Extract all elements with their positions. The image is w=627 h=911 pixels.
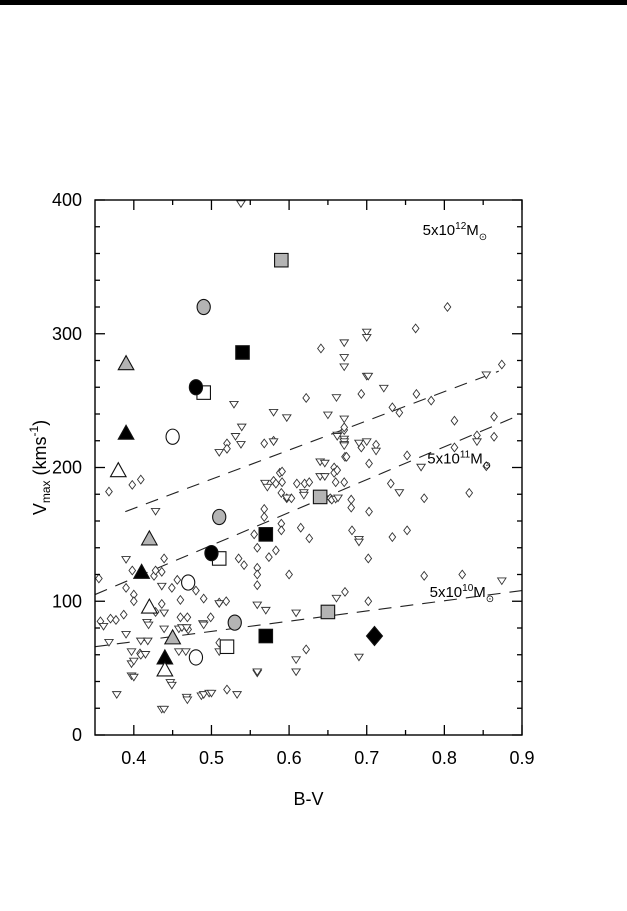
mass-line-5e11: [95, 414, 522, 595]
data-point: [263, 484, 271, 491]
series-black-squares: [236, 346, 273, 643]
data-point: [355, 654, 363, 661]
data-point: [182, 575, 195, 590]
data-point: [340, 355, 348, 362]
data-point: [183, 697, 191, 704]
data-point: [200, 594, 207, 603]
data-point: [387, 479, 394, 488]
data-point: [380, 385, 388, 392]
data-point: [273, 546, 280, 555]
data-point: [142, 531, 158, 545]
data-point: [189, 380, 202, 395]
data-point: [292, 657, 300, 664]
data-point: [363, 335, 371, 342]
data-point: [313, 490, 327, 504]
data-point: [341, 478, 348, 487]
series-field-galaxies-diamonds: [96, 303, 506, 694]
data-point: [332, 595, 340, 602]
data-point: [127, 649, 135, 656]
series-gray-circles: [197, 299, 241, 630]
data-point: [142, 599, 158, 613]
series-gray-squares: [275, 253, 335, 618]
data-point: [413, 390, 420, 399]
x-tick-label: 0.8: [431, 748, 457, 768]
x-tick-label: 0.9: [509, 748, 535, 768]
data-point: [254, 581, 261, 590]
data-point: [129, 481, 136, 490]
data-point: [106, 487, 113, 496]
data-point: [297, 523, 304, 532]
data-point: [269, 439, 277, 446]
y-axis-label: $V_{max}$ (kms$^{-1}$): [27, 419, 53, 516]
data-point: [123, 584, 130, 593]
data-point: [340, 340, 348, 347]
data-point: [261, 513, 268, 522]
data-point: [466, 489, 473, 498]
data-point: [110, 463, 126, 477]
data-point: [197, 299, 210, 314]
data-point: [395, 490, 403, 497]
data-point: [358, 390, 365, 399]
data-point: [266, 553, 273, 562]
data-point: [372, 448, 380, 455]
data-point: [473, 439, 481, 446]
data-point: [122, 557, 130, 564]
data-point: [235, 554, 242, 563]
data-point: [366, 459, 373, 468]
data-point: [230, 401, 238, 408]
data-point: [324, 412, 332, 419]
data-point: [278, 526, 285, 535]
data-point: [131, 597, 138, 606]
data-point: [294, 479, 301, 488]
data-point: [238, 424, 246, 431]
data-point: [428, 396, 435, 405]
data-point: [269, 409, 277, 416]
data-point: [321, 605, 335, 619]
data-point: [138, 475, 145, 484]
data-point: [174, 576, 181, 585]
mass-line-label-5e12: $5x10^{12}M_⊙$: [422, 220, 488, 243]
data-point: [220, 640, 234, 654]
data-point: [318, 344, 325, 353]
data-point: [303, 645, 310, 654]
data-point: [340, 364, 348, 371]
data-point: [366, 627, 382, 646]
data-point: [233, 692, 241, 699]
data-point: [261, 439, 268, 448]
y-tick-label: 400: [51, 190, 82, 210]
data-point: [224, 444, 231, 453]
data-point: [306, 534, 313, 543]
data-point: [168, 682, 176, 689]
data-point: [300, 492, 308, 499]
data-point: [215, 450, 223, 457]
data-point: [292, 669, 300, 676]
data-point: [122, 631, 130, 638]
data-point: [340, 443, 348, 450]
data-point: [303, 394, 310, 403]
x-tick-label: 0.7: [354, 748, 380, 768]
data-point: [348, 503, 355, 512]
y-tick-labels: [52, 190, 82, 745]
data-point: [223, 597, 230, 606]
data-point: [259, 629, 273, 643]
series-black-circles: [189, 380, 218, 561]
data-point: [365, 554, 372, 563]
axis-ticks: [95, 200, 522, 735]
series-black-diamond: [366, 627, 382, 646]
data-point: [459, 570, 466, 579]
data-point: [342, 588, 349, 597]
data-point: [177, 613, 184, 622]
data-point: [215, 601, 223, 608]
data-point: [404, 526, 411, 535]
data-point: [177, 596, 184, 605]
data-point: [444, 303, 451, 312]
data-point: [158, 568, 165, 577]
data-point: [182, 649, 190, 656]
data-point: [262, 607, 270, 614]
data-point: [237, 201, 245, 208]
data-point: [254, 570, 261, 579]
data-point: [421, 572, 428, 581]
data-point: [151, 508, 159, 515]
data-point: [160, 610, 168, 617]
data-point: [231, 433, 239, 440]
x-axis-label: B-V: [293, 789, 324, 809]
data-point: [286, 570, 293, 579]
data-point: [355, 539, 363, 546]
y-tick-label: 0: [71, 725, 82, 745]
data-point: [189, 650, 202, 665]
data-point: [129, 566, 136, 575]
data-point: [161, 554, 168, 563]
page-top-rule: [0, 0, 627, 5]
data-point: [451, 416, 458, 425]
data-point: [205, 546, 218, 561]
data-point: [292, 610, 300, 617]
data-point: [144, 638, 152, 645]
data-point: [158, 583, 166, 590]
data-point: [279, 478, 286, 487]
data-point: [236, 346, 250, 360]
data-point: [421, 494, 428, 503]
data-point: [365, 597, 372, 606]
data-point: [283, 415, 291, 422]
data-point: [251, 530, 258, 539]
data-point: [498, 578, 506, 585]
data-point: [96, 574, 103, 583]
data-point: [166, 429, 179, 444]
data-point: [363, 439, 371, 446]
mass-line-label-5e11: $5x10^{11}M_⊙$: [427, 449, 492, 472]
data-point: [259, 528, 273, 542]
data-point: [499, 360, 506, 369]
y-tick-label: 100: [51, 591, 82, 612]
data-point: [120, 610, 127, 619]
data-point: [254, 543, 261, 552]
data-point: [491, 412, 498, 421]
x-tick-label: 0.6: [276, 748, 302, 768]
data-point: [340, 416, 348, 423]
y-tick-label: 300: [51, 323, 82, 344]
data-point: [199, 622, 207, 629]
x-tick-labels: [121, 748, 534, 768]
data-point: [332, 395, 340, 402]
data-point: [349, 526, 356, 535]
data-point: [241, 561, 248, 570]
x-tick-label: 0.5: [198, 748, 224, 768]
data-point: [144, 622, 152, 629]
data-point: [491, 432, 498, 441]
plot-frame: [95, 200, 522, 735]
data-point: [134, 564, 150, 578]
data-point: [118, 425, 134, 439]
data-point: [207, 613, 214, 622]
data-point: [389, 533, 396, 542]
data-point: [332, 478, 339, 487]
data-point: [253, 602, 261, 609]
x-tick-label: 0.4: [121, 748, 147, 768]
data-point: [275, 253, 289, 267]
data-point: [169, 584, 176, 593]
data-point: [113, 616, 120, 625]
data-point: [158, 600, 165, 609]
data-point: [213, 509, 226, 524]
y-tick-label: 200: [51, 457, 82, 478]
data-point: [417, 464, 425, 471]
data-point: [118, 356, 134, 370]
data-point: [99, 623, 107, 630]
data-point: [184, 613, 191, 622]
data-point: [412, 324, 419, 333]
data-point: [113, 692, 121, 699]
data-point: [366, 507, 373, 516]
mass-line-label-5e10: $5x10^{10}M_⊙$: [429, 583, 495, 606]
data-point: [107, 614, 114, 623]
data-point: [237, 442, 245, 449]
data-point: [224, 685, 231, 694]
mass-line-5e12: [125, 371, 498, 511]
series-open-circles: [166, 429, 202, 665]
data-point: [404, 451, 411, 460]
data-point: [228, 615, 241, 630]
data-point: [160, 626, 168, 633]
